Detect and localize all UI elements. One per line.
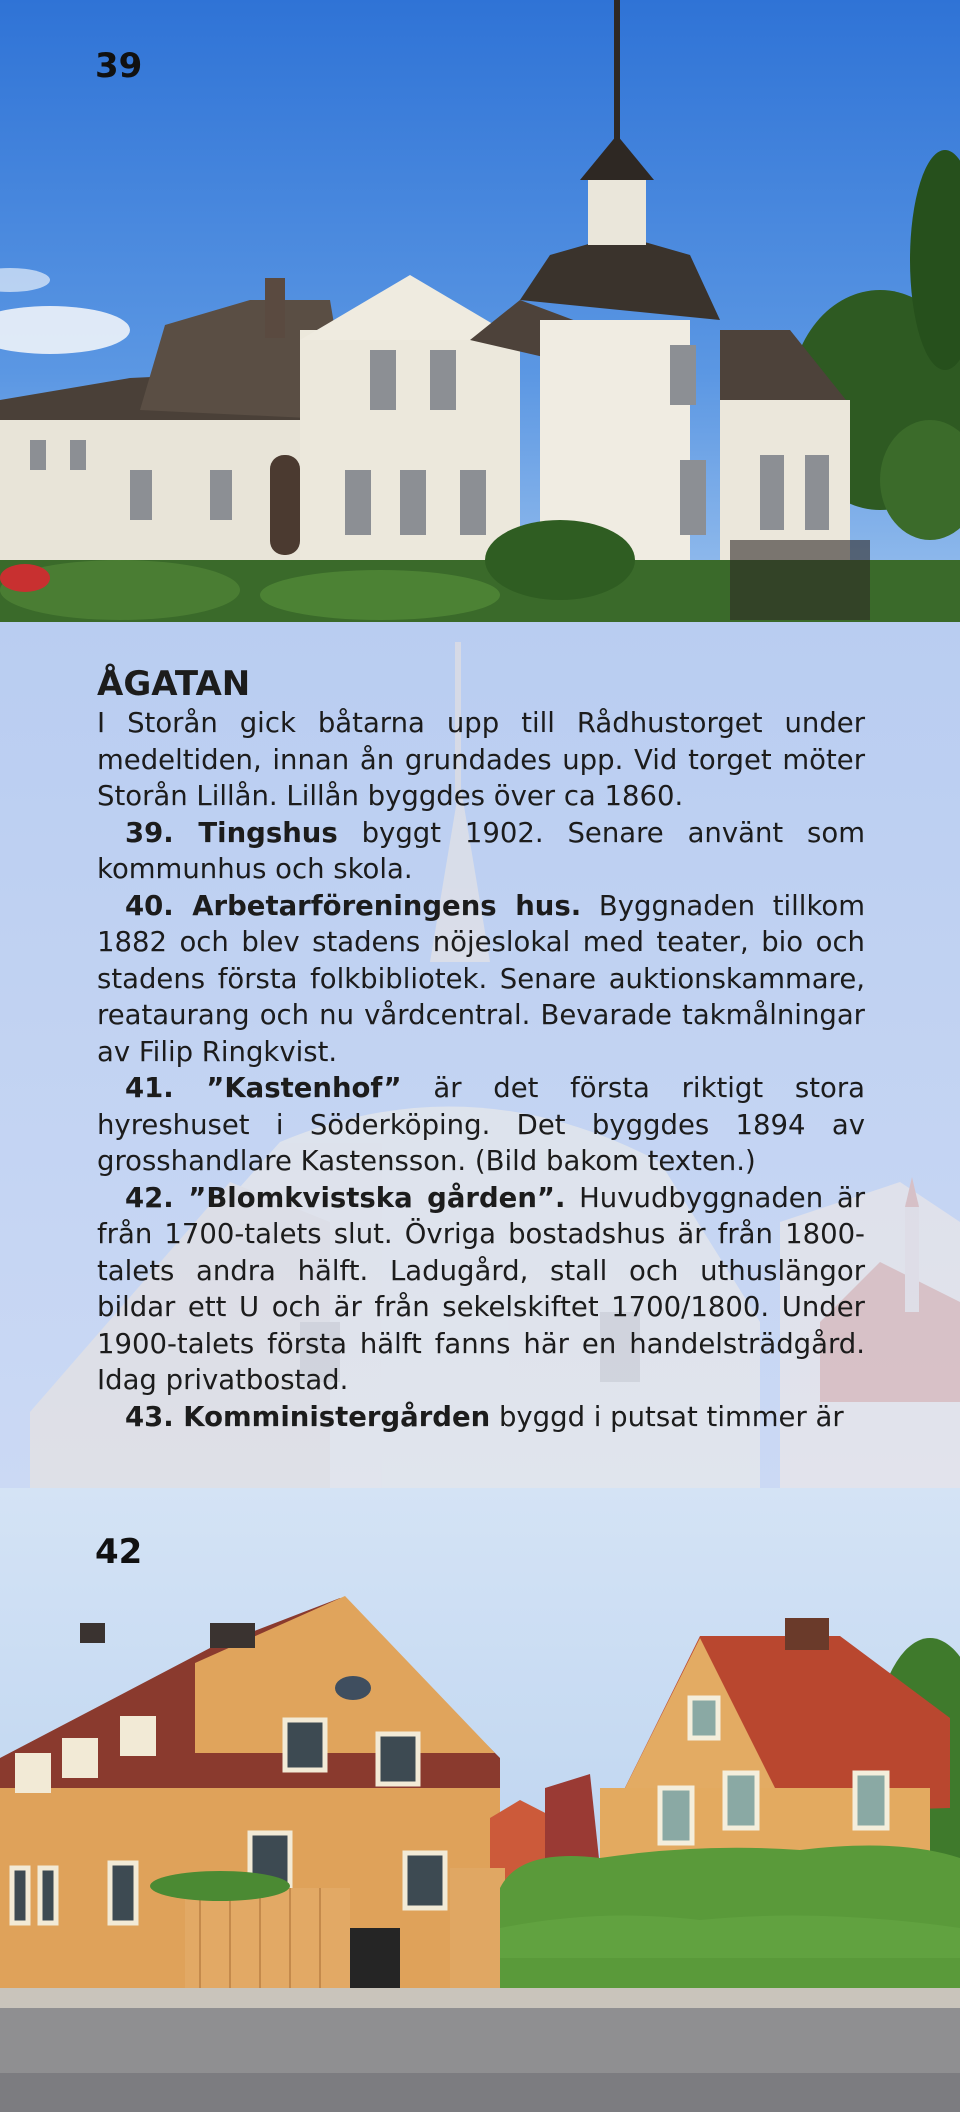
entry-43-label: 43. Komministergården — [125, 1400, 491, 1433]
entry-40-label: 40. Arbetarföreningens hus. — [125, 889, 582, 922]
entry-40 — [97, 888, 865, 1071]
text-column — [97, 663, 865, 1435]
entry-42 — [97, 1180, 865, 1399]
photo-blomkvistska-garden — [0, 1488, 960, 2112]
entry-39-label: 39. Tingshus — [125, 816, 338, 849]
entry-39 — [97, 815, 865, 888]
entry-42-text: Huvudbyggnaden är från 1700-talets slut. Övriga bostadshus är från 1800-talets andra hälft. Ladugård, stall och uthuslängor bildar ett U och är från sekelskiftet 1700/1800. Under 1900-talets första hälft fanns här en handelsträdgård. Idag privatbostad. — [97, 1181, 865, 1396]
section-heading: ÅGATAN — [97, 664, 251, 704]
blomkvistska-photo-image — [0, 1488, 960, 2112]
photo-tingshus — [0, 0, 960, 622]
text-section — [0, 622, 960, 1488]
entry-40-text: Byggnaden tillkom 1882 och blev stadens nöjeslokal med teater, bio och stadens första folkbibliotek. Senare auktionskammare, reataurang och nu vårdcentral. Bevarade takmålningar av Filip Ringkvist. — [97, 889, 865, 1068]
tingshus-photo-image — [0, 0, 960, 622]
intro-paragraph: I Storån gick båtarna upp till Rådhustorget under medeltiden, innan ån grundades upp. Vid torget möter Storån Lillån. Lillån byggdes över ca 1860. — [97, 707, 865, 812]
entry-41 — [97, 1070, 865, 1180]
photo-number-42: 42 — [95, 1532, 143, 1572]
entry-42-label: 42. ”Blomkvistska gården”. — [125, 1181, 566, 1214]
entry-43 — [97, 1399, 865, 1436]
entry-43-text: byggd i putsat timmer är — [490, 1400, 844, 1433]
entry-41-label: 41. ”Kastenhof” — [125, 1072, 402, 1104]
entry-41-text: är det första riktigt stora hyreshuset i Söderköping. Det byggdes 1894 av grosshandlare Kastensson. (Bild bakom texten.) — [97, 1072, 865, 1177]
entry-39-text: byggt 1902. Senare använt som kommunhus och skola. — [97, 816, 865, 885]
photo-number-39: 39 — [95, 46, 143, 86]
